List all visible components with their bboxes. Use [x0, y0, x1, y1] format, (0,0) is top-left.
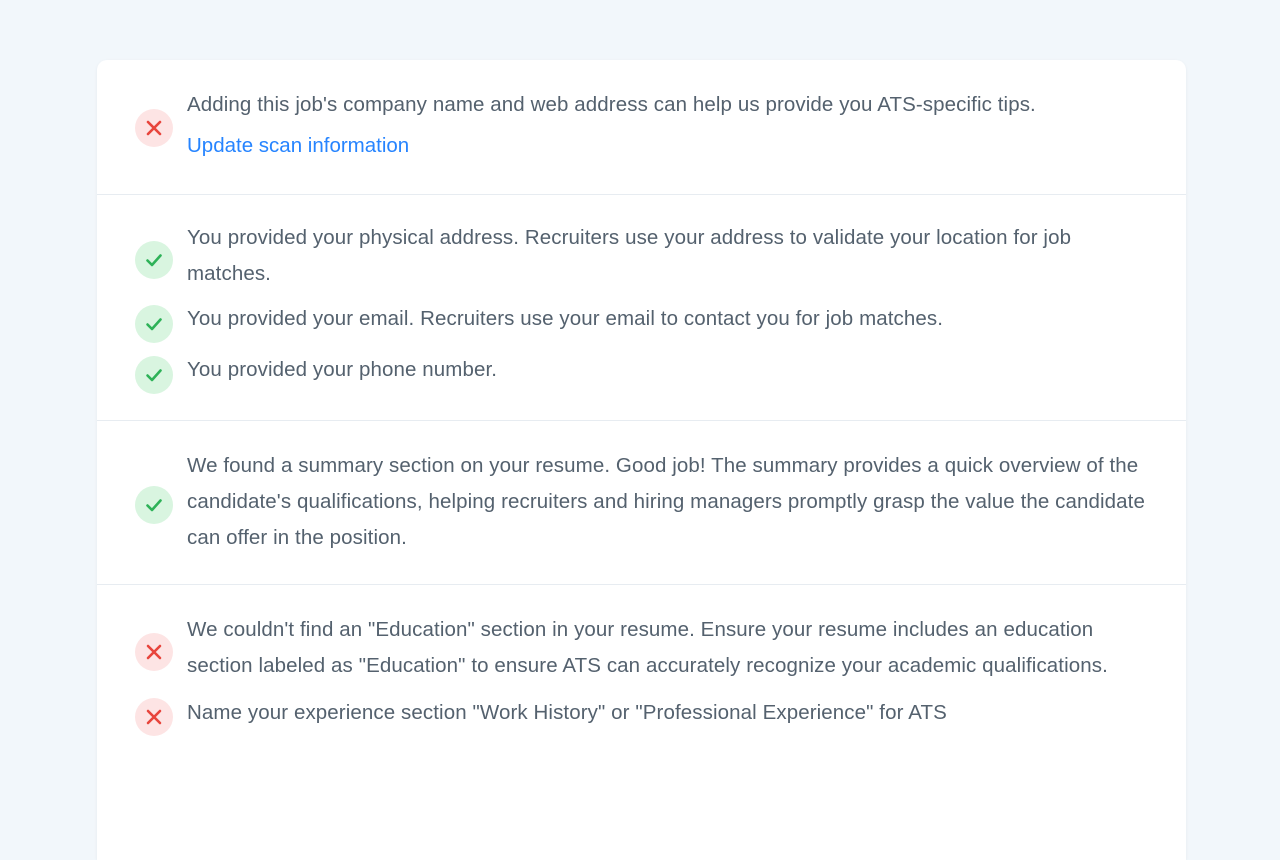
check-circle-icon: [135, 356, 173, 394]
x-circle-icon: [135, 633, 173, 671]
list-item: [97, 351, 1186, 394]
list-item: [97, 694, 1186, 736]
check-group-section-headings: [97, 585, 1186, 736]
check-item-text: We couldn't find an "Education" section in your resume. Ensure your resume includes an education section labeled as "Education" to ensure ATS can accurately recognize your academic qualifications.: [187, 618, 1108, 677]
list-item: [97, 447, 1186, 556]
check-item-text: You provided your physical address. Recruiters use your address to validate your location for job matches.: [187, 226, 1072, 285]
check-group-summary-section: [97, 421, 1186, 585]
check-item-text: Name your experience section "Work History" or "Professional Experience" for ATS: [187, 701, 947, 724]
list-item: [97, 219, 1186, 292]
x-circle-icon: [135, 109, 173, 147]
check-item-text: You provided your email. Recruiters use your email to contact you for job matches.: [187, 307, 944, 330]
check-item-text: We found a summary section on your resume. Good job! The summary provides a quick overview of the candidate's qualifications, helping recruiters and hiring managers promptly grasp the value the candidate can offer in the position.: [187, 454, 1145, 549]
check-item-text: You provided your phone number.: [187, 358, 498, 381]
check-circle-icon: [135, 305, 173, 343]
list-item: [97, 300, 1186, 343]
ats-checks-card: [97, 60, 1186, 860]
list-item: [97, 86, 1186, 164]
check-group-scan-information: [97, 60, 1186, 195]
check-group-contact-information: [97, 195, 1186, 421]
check-item-text: Adding this job's company name and web address can help us provide you ATS-specific tips.: [187, 93, 1036, 116]
x-circle-icon: [135, 698, 173, 736]
list-item: [97, 611, 1186, 684]
check-circle-icon: [135, 486, 173, 524]
check-circle-icon: [135, 241, 173, 279]
update-scan-information-link[interactable]: Update scan information: [187, 134, 410, 157]
